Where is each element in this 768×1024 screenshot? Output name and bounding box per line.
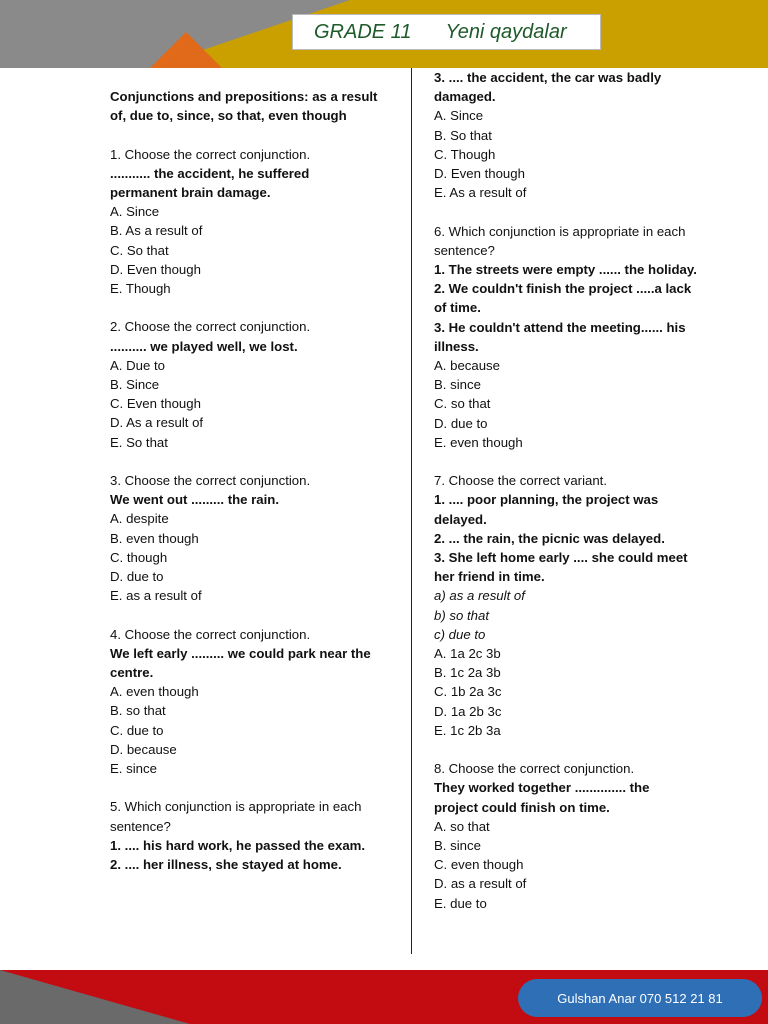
text-line: A. despite — [110, 511, 169, 527]
header-gray-shape — [0, 0, 150, 68]
spacer — [110, 298, 400, 317]
column-divider — [411, 68, 412, 954]
text-line: B. since — [434, 377, 481, 393]
text-line: permanent brain damage. — [110, 185, 271, 200]
text-line: 3. .... the accident, the car was badly — [434, 70, 662, 85]
text-line: E. as a result of — [110, 588, 202, 604]
text-line: 1. Choose the correct conjunction. — [110, 146, 311, 162]
text-line: D. 1a 2b 3c — [434, 703, 502, 719]
text-line: c) due to — [434, 626, 486, 642]
text-line: A. even though — [110, 684, 199, 700]
text-line: delayed. — [434, 511, 487, 527]
text-line: D. as a result of — [434, 876, 527, 892]
text-line: 4. Choose the correct conjunction. — [110, 626, 311, 642]
text-line: E. 1c 2b 3a — [434, 722, 501, 738]
text-line: B. 1c 2a 3b — [434, 665, 501, 681]
spacer — [110, 778, 400, 797]
text-line: E. Though — [110, 281, 171, 297]
text-line: of, due to, since, so that, even though — [110, 108, 347, 124]
text-line: Conjunctions and prepositions: as a result — [110, 89, 378, 104]
text-line: B. As a result of — [110, 223, 203, 239]
spacer — [434, 740, 734, 759]
text-line: 2. ... the rain, the picnic was delayed. — [434, 530, 665, 546]
text-line: E. As a result of — [434, 185, 527, 201]
text-line: A. Since — [434, 108, 484, 124]
subtitle-label: Yeni qaydalar — [445, 20, 567, 43]
text-line: C. Even though — [110, 396, 201, 412]
text-line: a) as a result of — [434, 588, 525, 604]
spacer — [110, 125, 400, 144]
text-line: A. Due to — [110, 357, 165, 373]
text-line: D. due to — [110, 569, 164, 585]
text-line: 5. Which conjunction is appropriate in each — [110, 799, 362, 815]
footer-gray-triangle — [0, 970, 190, 1024]
text-line: C. though — [110, 549, 168, 565]
text-line: E. due to — [434, 895, 487, 911]
text-line: centre. — [110, 665, 154, 681]
text-line: D. because — [110, 741, 177, 757]
text-line: project could finish on time. — [434, 799, 610, 815]
text-line: E. even though — [434, 434, 523, 450]
text-line: C. So that — [110, 242, 169, 258]
text-line: 7. Choose the correct variant. — [434, 473, 607, 489]
left-column — [110, 87, 400, 874]
text-line: of time. — [434, 300, 481, 316]
text-line: D. Even though — [110, 261, 201, 277]
spacer — [110, 452, 400, 471]
text-line: C. Though — [434, 146, 496, 162]
text-line: 8. Choose the correct conjunction. — [434, 761, 635, 777]
text-line: B. So that — [434, 127, 492, 143]
text-line: We went out ......... the rain. — [110, 492, 280, 508]
text-line: her friend in time. — [434, 569, 545, 585]
spacer — [434, 202, 734, 221]
grade-label: GRADE 11 — [314, 20, 412, 43]
contact-badge: Gulshan Anar 070 512 21 81 — [518, 979, 762, 1017]
spacer — [434, 452, 734, 471]
text-line: sentence? — [434, 242, 495, 258]
text-line: 6. Which conjunction is appropriate in each — [434, 223, 686, 239]
text-line: 2. Choose the correct conjunction. — [110, 319, 311, 335]
spacer — [110, 605, 400, 624]
text-line: C. 1b 2a 3c — [434, 684, 502, 700]
text-line: damaged. — [434, 89, 496, 105]
text-line: E. since — [110, 761, 157, 777]
text-line: 2. .... her illness, she stayed at home. — [110, 857, 342, 873]
text-line: B. since — [434, 838, 481, 854]
text-line: B. so that — [110, 703, 166, 719]
right-column — [434, 68, 734, 913]
text-line: We left early ......... we could park near the — [110, 645, 371, 661]
header-orange-triangle — [150, 32, 222, 68]
text-line: 3. He couldn't attend the meeting...... his — [434, 319, 686, 335]
text-line: E. So that — [110, 434, 168, 450]
text-line: A. because — [434, 358, 500, 374]
text-line: sentence? — [110, 818, 171, 834]
text-line: 3. Choose the correct conjunction. — [110, 473, 311, 489]
text-line: A. so that — [434, 818, 490, 834]
text-line: A. 1a 2c 3b — [434, 646, 501, 662]
text-line: b) so that — [434, 607, 489, 623]
text-line: D. due to — [434, 415, 488, 431]
text-line: B. even though — [110, 530, 199, 546]
text-line: A. Since — [110, 204, 160, 220]
text-line: 1. The streets were empty ...... the holiday. — [434, 262, 697, 278]
text-line: C. even though — [434, 857, 524, 873]
text-line: ........... the accident, he suffered — [110, 165, 310, 181]
text-line: 1. .... his hard work, he passed the exam. — [110, 837, 366, 853]
text-line: C. so that — [434, 396, 491, 412]
text-line: D. Even though — [434, 166, 525, 182]
page-title — [292, 14, 601, 50]
text-line: 2. We couldn't finish the project .....a lack — [434, 281, 692, 297]
text-line: 1. .... poor planning, the project was — [434, 492, 659, 508]
text-line: .......... we played well, we lost. — [110, 338, 298, 354]
text-line: B. Since — [110, 377, 160, 393]
text-line: C. due to — [110, 722, 164, 738]
text-line: They worked together .............. the — [434, 780, 650, 796]
text-line: D. As a result of — [110, 415, 204, 431]
text-line: illness. — [434, 338, 479, 354]
text-line: 3. She left home early .... she could meet — [434, 550, 688, 566]
